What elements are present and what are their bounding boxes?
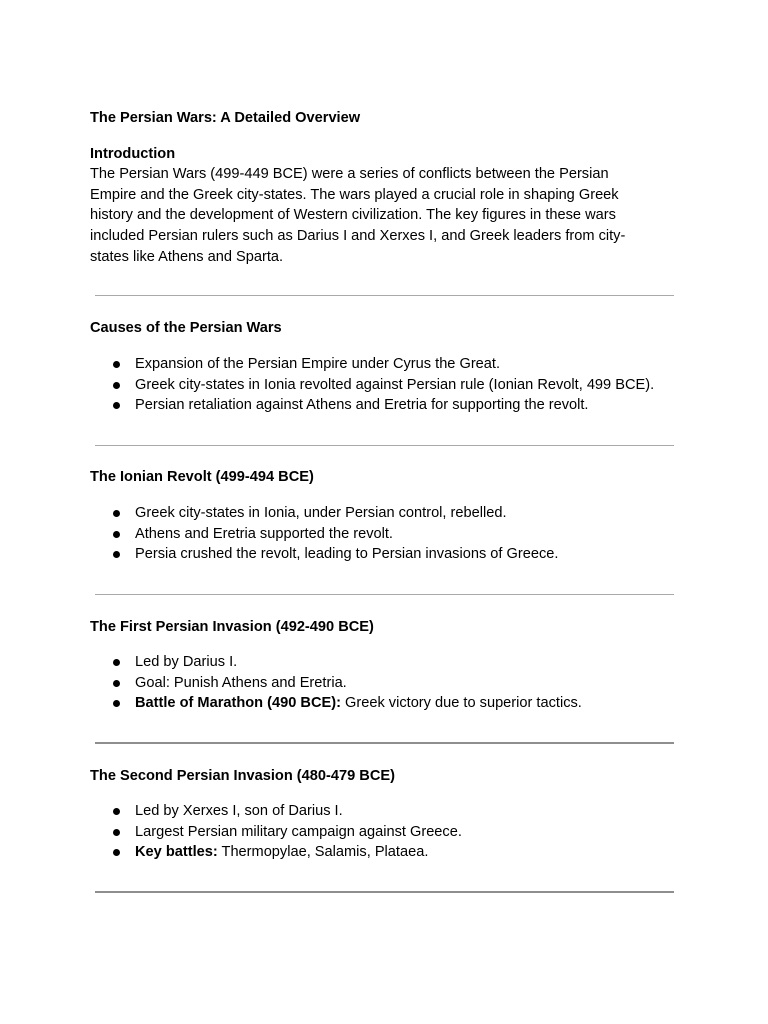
- document-title: The Persian Wars: A Detailed Overview: [90, 110, 361, 126]
- bullet-list-first-invasion: [90, 652, 582, 714]
- bullet-icon: [113, 402, 120, 409]
- bullet-icon: [113, 700, 120, 707]
- list-item: [90, 801, 462, 822]
- list-item-text: Expansion of the Persian Empire under Cyrus the Great.: [135, 356, 501, 372]
- introduction-heading: Introduction: [90, 146, 176, 162]
- list-item: [90, 842, 462, 863]
- list-item: [90, 544, 558, 565]
- list-item-text: Greek city-states in Ionia, under Persian control, rebelled.: [135, 505, 507, 521]
- list-item: [90, 822, 462, 843]
- section-heading-ionian-revolt: The Ionian Revolt (499-494 BCE): [90, 469, 314, 485]
- bullet-list-second-invasion: [90, 801, 462, 863]
- list-item-text: Greek city-states in Ionia revolted against Persian rule (Ionian Revolt, 499 BCE).: [135, 376, 655, 393]
- bullet-icon: [113, 659, 120, 666]
- bullet-icon: [113, 382, 120, 389]
- section-divider: [95, 594, 674, 595]
- list-item-bold: Key battles:: [135, 844, 218, 861]
- bullet-icon: [113, 510, 120, 517]
- list-item: [90, 354, 654, 375]
- bullet-icon: [113, 849, 120, 856]
- introduction-body: The Persian Wars (499-449 BCE) were a series of conflicts between the Persian Empire and the Greek city-states. The wars played a crucial role in shaping Greek history and the development of Western civilization. The key figures in these wars included Persian rulers such as Darius I and Xerxes I, and Greek leaders from city-states like Athens and Sparta.: [90, 166, 626, 265]
- bullet-icon: [113, 531, 120, 538]
- list-item: [90, 503, 558, 524]
- section-heading-second-invasion: The Second Persian Invasion (480-479 BCE): [90, 768, 395, 784]
- section-divider: [95, 445, 674, 446]
- bullet-list-ionian-revolt: [90, 503, 558, 565]
- section-divider: [95, 891, 674, 893]
- bullet-icon: [113, 551, 120, 558]
- list-item-text: Persian retaliation against Athens and Eretria for supporting the revolt.: [135, 397, 589, 414]
- bullet-icon: [113, 808, 120, 815]
- section-divider: [95, 295, 674, 296]
- list-item: [90, 652, 582, 673]
- list-item-text: Largest Persian military campaign against Greece.: [135, 823, 462, 840]
- list-item: [90, 375, 654, 396]
- list-item-text: Led by Darius I.: [135, 654, 238, 670]
- bullet-list-causes: [90, 354, 654, 416]
- list-item-text: Persia crushed the revolt, leading to Persian invasions of Greece.: [135, 546, 559, 563]
- list-item: [90, 693, 582, 714]
- bullet-icon: [113, 829, 120, 836]
- list-item: [90, 524, 558, 545]
- list-item-text: Goal: Punish Athens and Eretria.: [135, 674, 347, 691]
- section-heading-causes: Causes of the Persian Wars: [90, 320, 282, 336]
- list-item-bold: Battle of Marathon (490 BCE):: [135, 695, 341, 712]
- list-item-text: Athens and Eretria supported the revolt.: [135, 525, 393, 542]
- bullet-icon: [113, 361, 120, 368]
- section-divider: [95, 742, 674, 744]
- section-heading-first-invasion: The First Persian Invasion (492-490 BCE): [90, 619, 374, 635]
- list-item-text: Led by Xerxes I, son of Darius I.: [135, 803, 343, 819]
- list-item: [90, 673, 582, 694]
- list-item-text: Thermopylae, Salamis, Plataea.: [217, 844, 429, 861]
- bullet-icon: [113, 680, 120, 687]
- list-item-text: Greek victory due to superior tactics.: [340, 695, 582, 712]
- list-item: [90, 395, 654, 416]
